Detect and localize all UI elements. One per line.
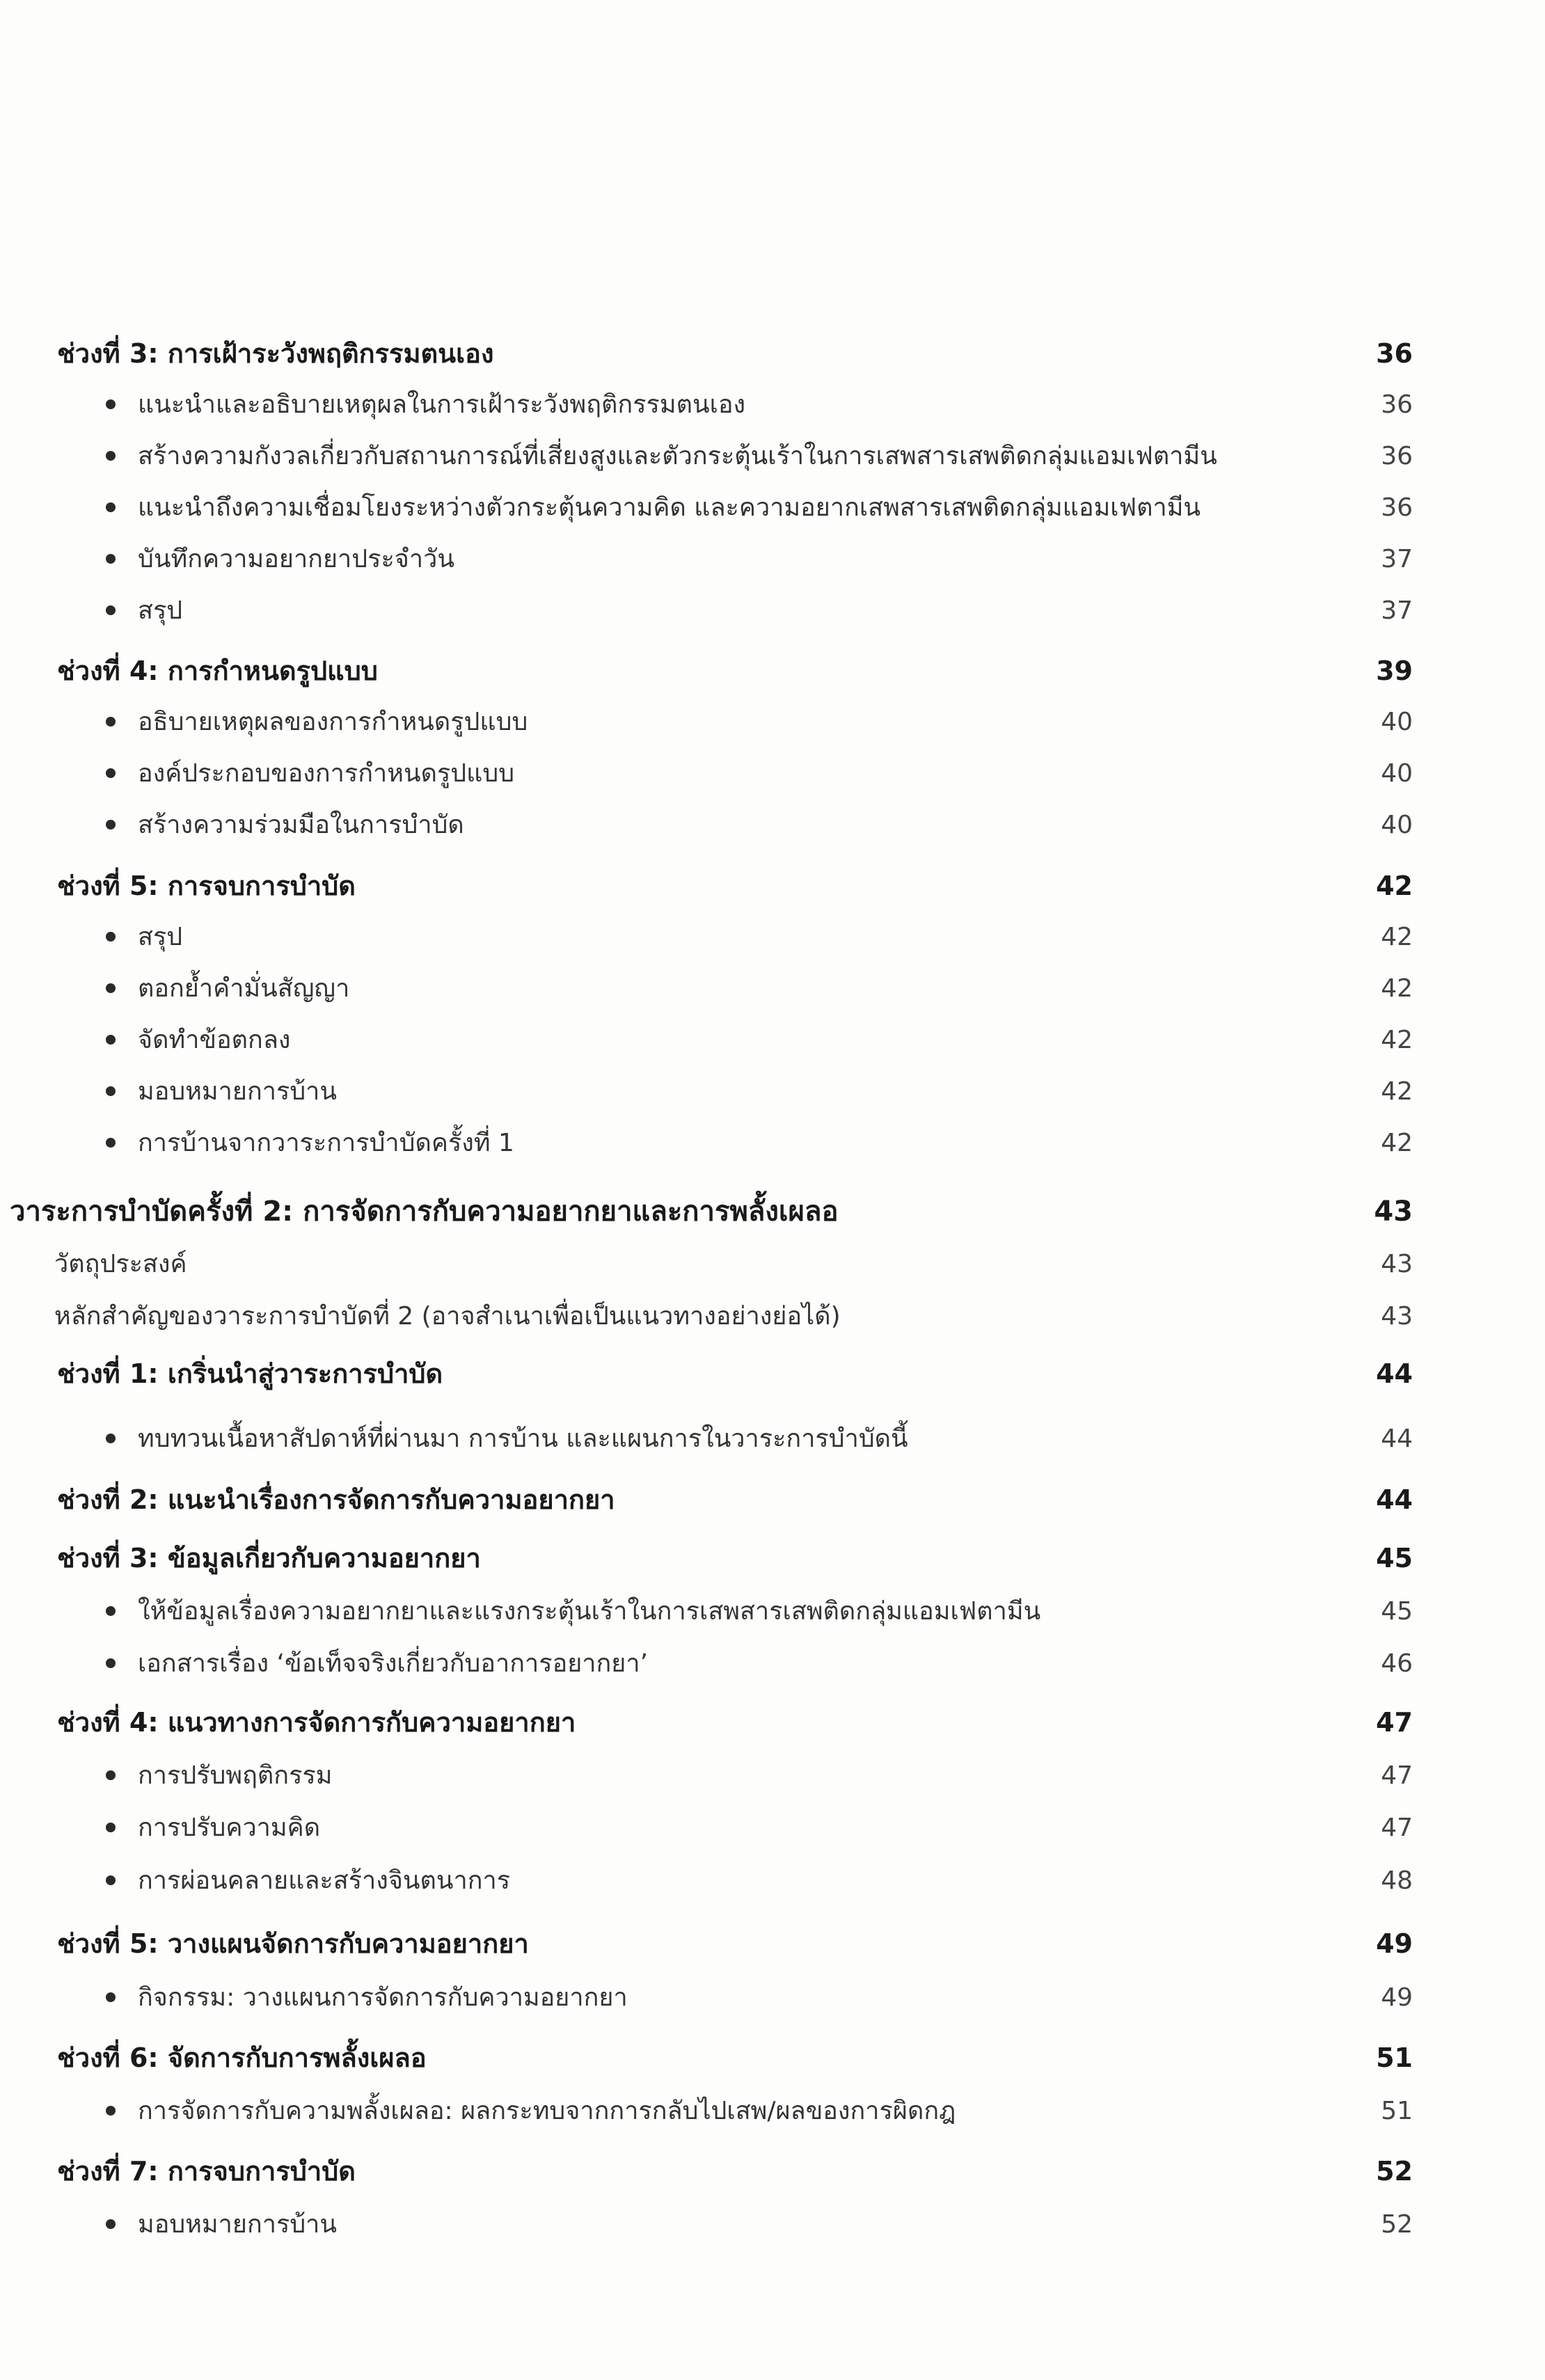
toc-page-number: 42: [1381, 1129, 1413, 1157]
toc-item: [0, 2199, 1545, 2251]
toc-entry-label: กิจกรรม: วางแผนการจัดการกับความอยากยา: [138, 1983, 628, 2012]
bullet-icon: [106, 1434, 116, 1443]
toc-entry-label: วาระการบำบัดครั้งที่ 2: การจัดการกับความอยากยาและการพลั้งเผลอ: [10, 1196, 839, 1228]
toc-page-number: 36: [1376, 338, 1413, 369]
bullet-icon: [106, 605, 116, 615]
toc-page-number: 51: [1381, 2097, 1413, 2125]
toc-entry-label: จัดทำข้อตกลง: [138, 1026, 291, 1054]
toc-item: [0, 482, 1545, 534]
toc-entry-label: ช่วงที่ 6: จัดการกับการพลั้งเผลอ: [57, 2042, 427, 2073]
toc-page-number: 45: [1376, 1543, 1413, 1573]
toc-page-number: 52: [1381, 2210, 1413, 2239]
toc-session-heading: [0, 645, 1545, 697]
toc-page-number: 42: [1381, 923, 1413, 951]
toc-entry-label: สร้างความร่วมมือในการบำบัด: [138, 811, 464, 839]
toc-entry-label: ช่วงที่ 7: การจบการบำบัด: [57, 2156, 356, 2187]
toc-entry-label: ทบทวนเนื้อหาสัปดาห์ที่ผ่านมา การบ้าน และแผนการในวาระการบำบัดนี้: [138, 1425, 908, 1453]
toc-item: [0, 748, 1545, 800]
bullet-icon: [106, 768, 116, 778]
toc-session-heading: [0, 1348, 1545, 1399]
toc-page-number: 48: [1381, 1866, 1413, 1895]
toc-entry-label: วัตถุประสงค์: [54, 1250, 187, 1278]
toc-page-number: 44: [1381, 1425, 1413, 1453]
bullet-icon: [106, 1086, 116, 1096]
toc-session-heading: [0, 1918, 1545, 1969]
toc-entry-label: อธิบายเหตุผลของการกำหนดรูปแบบ: [138, 708, 528, 736]
toc-page-number: 40: [1381, 811, 1413, 839]
toc-item: [0, 1802, 1545, 1854]
toc-session-heading: [0, 328, 1545, 379]
toc-item: [0, 1855, 1545, 1907]
toc-entry-label: ช่วงที่ 1: เกริ่นนำสู่วาระการบำบัด: [57, 1358, 443, 1389]
toc-page-number: 40: [1381, 759, 1413, 788]
toc-page-number: 40: [1381, 708, 1413, 736]
toc-session-heading: [0, 860, 1545, 912]
toc-page-number: 46: [1381, 1649, 1413, 1678]
toc-item: [0, 912, 1545, 963]
toc-item: [0, 1066, 1545, 1118]
toc-page-number: 47: [1381, 1761, 1413, 1790]
toc-page-number: 36: [1381, 442, 1413, 470]
toc-page-number: 49: [1376, 1928, 1413, 1959]
toc-entry-label: การบ้านจากวาระการบำบัดครั้งที่ 1: [138, 1129, 514, 1157]
toc-entry-label: การปรับพฤติกรรม: [138, 1761, 333, 1790]
toc-item: [0, 379, 1545, 431]
toc-page-number: 36: [1381, 493, 1413, 522]
bullet-icon: [106, 502, 116, 512]
toc-page-number: 52: [1376, 2156, 1413, 2187]
toc-entry-label: สรุป: [138, 596, 183, 625]
toc-item: [0, 1413, 1545, 1465]
bullet-icon: [106, 2106, 116, 2116]
bullet-icon: [106, 932, 116, 942]
bullet-icon: [106, 1606, 116, 1616]
toc-entry-label: การผ่อนคลายและสร้างจินตนาการ: [138, 1866, 511, 1895]
bullet-icon: [106, 399, 116, 409]
toc-entry-label: ช่วงที่ 5: การจบการบำบัด: [57, 871, 356, 901]
toc-session-heading: [0, 1697, 1545, 1748]
bullet-icon: [106, 1138, 116, 1148]
toc-page-number: 39: [1376, 656, 1413, 686]
bullet-icon: [106, 820, 116, 830]
toc-page-number: 37: [1381, 545, 1413, 573]
toc-page-number: 37: [1381, 596, 1413, 625]
toc-page-number: 47: [1376, 1707, 1413, 1738]
toc-item: [0, 697, 1545, 748]
toc-entry-label: มอบหมายการบ้าน: [138, 2210, 337, 2239]
toc-page-number: 36: [1381, 390, 1413, 419]
toc-item: [0, 963, 1545, 1015]
toc-page-number: 43: [1381, 1250, 1413, 1278]
toc-entry-label: ช่วงที่ 3: การเฝ้าระวังพฤติกรรมตนเอง: [57, 338, 494, 369]
toc-page-number: 42: [1381, 1077, 1413, 1106]
bullet-icon: [106, 1770, 116, 1780]
toc-entry-label: ช่วงที่ 4: การกำหนดรูปแบบ: [57, 656, 378, 686]
bullet-icon: [106, 451, 116, 461]
toc-item: [0, 800, 1545, 851]
toc-page-number: 49: [1381, 1983, 1413, 2012]
bullet-icon: [106, 1875, 116, 1885]
bullet-icon: [106, 554, 116, 564]
toc-page-number: 44: [1376, 1484, 1413, 1515]
toc-page-number: 43: [1374, 1196, 1413, 1228]
toc-entry-label: เอกสารเรื่อง ‘ข้อเท็จจริงเกี่ยวกับอาการอยากยา’: [138, 1649, 649, 1678]
toc-sub-entry: [0, 1291, 1545, 1342]
toc-item: [0, 431, 1545, 482]
toc-page-number: 45: [1381, 1597, 1413, 1626]
toc-item: [0, 1638, 1545, 1690]
toc-entry-label: การจัดการกับความพลั้งเผลอ: ผลกระทบจากการกลับไปเสพ/ผลของการผิดกฎ: [138, 2097, 956, 2125]
bullet-icon: [106, 1992, 116, 2002]
toc-page-number: 42: [1381, 1026, 1413, 1054]
bullet-icon: [106, 717, 116, 727]
bullet-icon: [106, 983, 116, 993]
toc-item: [0, 534, 1545, 585]
toc-session-heading: [0, 1532, 1545, 1584]
toc-page-number: 42: [1381, 974, 1413, 1003]
toc-session-heading: [0, 2145, 1545, 2197]
bullet-icon: [106, 1658, 116, 1668]
toc-item: [0, 1118, 1545, 1169]
toc-sub-entry: [0, 1239, 1545, 1290]
toc-item: [0, 2086, 1545, 2137]
toc-entry-label: สร้างความกังวลเกี่ยวกับสถานการณ์ที่เสี่ยงสูงและตัวกระตุ้นเร้าในการเสพสารเสพติดกลุ่มแอมเฟตามีน: [138, 442, 1217, 470]
toc-module-heading: [0, 1186, 1545, 1237]
toc-entry-label: ตอกย้ำคำมั่นสัญญา: [138, 974, 350, 1003]
toc-page-number: 42: [1376, 871, 1413, 901]
toc-item: [0, 1586, 1545, 1637]
toc-page-number: 51: [1376, 2042, 1413, 2073]
toc-entry-label: ช่วงที่ 3: ข้อมูลเกี่ยวกับความอยากยา: [57, 1543, 481, 1573]
toc-entry-label: ช่วงที่ 2: แนะนำเรื่องการจัดการกับความอยากยา: [57, 1484, 615, 1515]
toc-session-heading: [0, 1474, 1545, 1525]
toc-session-heading: [0, 2032, 1545, 2084]
toc-entry-label: ช่วงที่ 5: วางแผนจัดการกับความอยากยา: [57, 1928, 529, 1959]
toc-item: [0, 1015, 1545, 1066]
toc-entry-label: การปรับความคิด: [138, 1814, 321, 1842]
toc-entry-label: บันทึกความอยากยาประจำวัน: [138, 545, 454, 573]
toc-entry-label: แนะนำและอธิบายเหตุผลในการเฝ้าระวังพฤติกรรมตนเอง: [138, 390, 746, 419]
toc-item: [0, 585, 1545, 637]
toc-item: [0, 1972, 1545, 2024]
bullet-icon: [106, 1823, 116, 1832]
toc-item: [0, 1750, 1545, 1802]
toc-page-number: 44: [1376, 1358, 1413, 1389]
toc-page-number: 43: [1381, 1302, 1413, 1331]
toc-entry-label: แนะนำถึงความเชื่อมโยงระหว่างตัวกระตุ้นความคิด และความอยากเสพสารเสพติดกลุ่มแอมเฟตามีน: [138, 493, 1201, 522]
toc-entry-label: ช่วงที่ 4: แนวทางการจัดการกับความอยากยา: [57, 1707, 576, 1738]
toc-entry-label: ให้ข้อมูลเรื่องความอยากยาและแรงกระตุ้นเร้าในการเสพสารเสพติดกลุ่มแอมเฟตามีน: [138, 1597, 1041, 1626]
toc-entry-label: องค์ประกอบของการกำหนดรูปแบบ: [138, 759, 515, 788]
toc-entry-label: หลักสำคัญของวาระการบำบัดที่ 2 (อาจสำเนาเพื่อเป็นแนวทางอย่างย่อได้): [54, 1302, 841, 1331]
toc-page-number: 47: [1381, 1814, 1413, 1842]
toc-entry-label: สรุป: [138, 923, 183, 951]
toc-entry-label: มอบหมายการบ้าน: [138, 1077, 337, 1106]
bullet-icon: [106, 1035, 116, 1045]
bullet-icon: [106, 2219, 116, 2229]
